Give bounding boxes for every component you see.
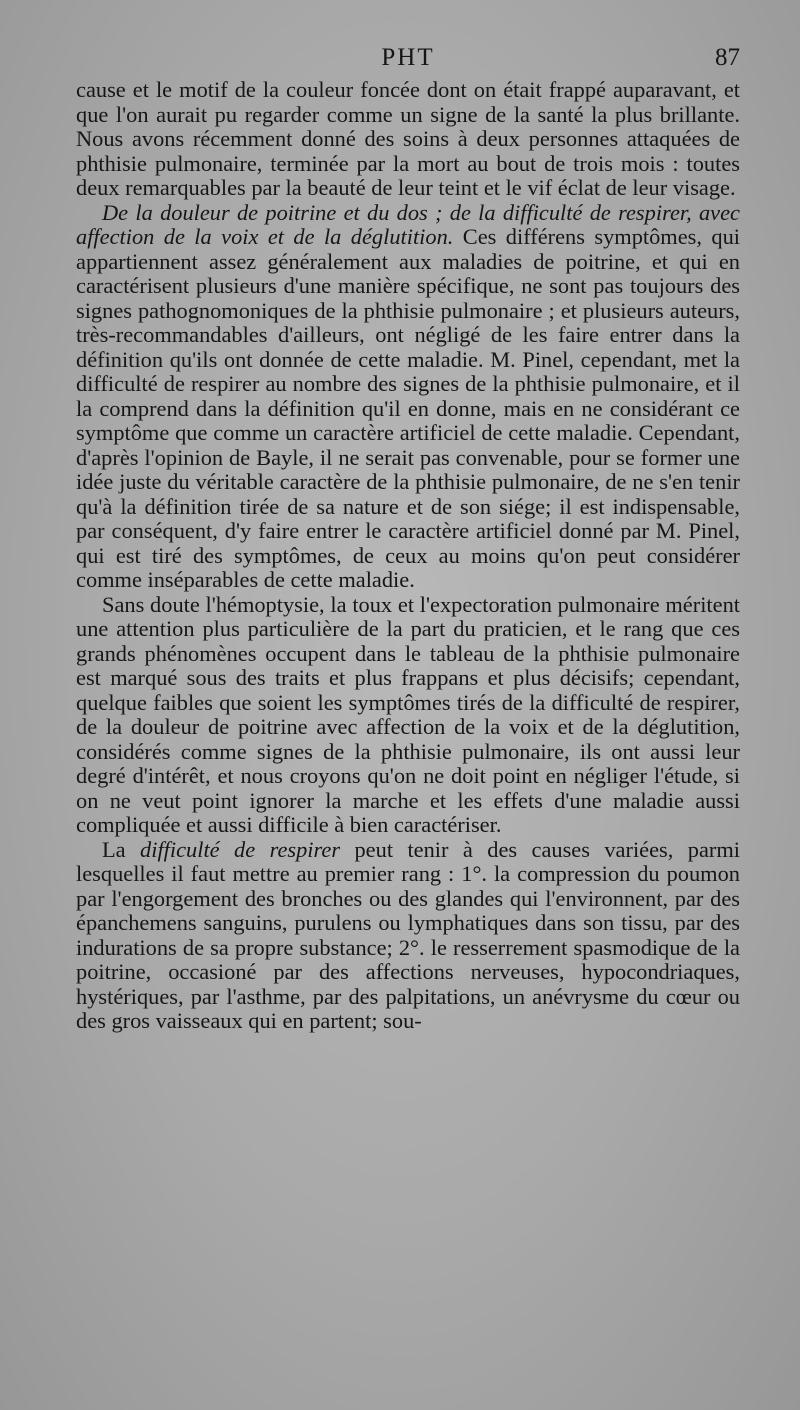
paragraph-3 [76, 593, 740, 838]
running-head: PHT [381, 44, 435, 71]
paragraph-1 [76, 78, 740, 201]
paragraph-1-text: cause et le motif de la couleur foncée dont on était frappé auparavant, et que l'on aurait pu regarder comme un signe de la santé la plus brillante. Nous avons récemment donné des soins à deux personnes attaquées de phthisie pulmonaire, terminée par la mort au bout de trois mois : toutes deux remarquables par la beauté de leur teint et le vif éclat de leur visage. [76, 77, 740, 200]
paragraph-2-heading: De la douleur de poitrine et du dos ; de la difficulté de respirer, avec affection de la voix et de la déglutition. [76, 199, 740, 249]
paragraph-4-text: peut tenir à des causes variées, parmi lesquelles il faut mettre au premier rang : 1°. la compression du poumon par l'engorgement des bronches ou des glandes qui l'environnent, par des épanchemens sanguins, purulens ou lymphatiques dans son tissu, par des indurations de sa propre substance; 2°. le resserrement spasmodique de la poitrine, occasioné par des affections nerveuses, hypocondriaques, hystériques, par l'asthme, par des palpitations, un anévrysme du cœur ou des gros vaisseaux qui en partent; sou- [76, 836, 740, 1033]
page-number: 87 [715, 44, 740, 71]
paragraph-4 [76, 838, 740, 1034]
paragraph-2 [76, 201, 740, 593]
paragraph-3-text: Sans doute l'hémoptysie, la toux et l'expectoration pulmonaire méritent une attention plus particulière de la part du praticien, et le rang que ces grands phénomènes occupent dans le tableau de la phthisie pulmonaire est marqué sous des traits et plus frappans et plus décisifs; cependant, quelque faibles que soient les symptômes tirés de la difficulté de respirer, de la douleur de poitrine avec affection de la voix et de la déglutition, considérés comme signes de la phthisie pulmonaire, ils ont aussi leur degré d'intérêt, et nous croyons qu'on ne doit point en négliger l'étude, si on ne veut point ignorer la marche et les effets d'une maladie aussi compliquée et aussi difficile à bien caractériser. [76, 591, 740, 837]
paragraph-2-text: Ces différens symptômes, qui appartiennent assez généralement aux maladies de poitrine, et qui en caractérisent plusieurs d'une manière spécifique, ne sont pas toujours des signes pathognomoniques de la phthisie pulmonaire ; et plusieurs auteurs, très-recommandables d'ailleurs, ont négligé de les faire entrer dans la définition qu'ils ont donnée de cette maladie. M. Pinel, cependant, met la difficulté de respirer au nombre des signes de la phthisie pulmonaire, et il la comprend dans la définition qu'il en donne, mais en ne considérant ce symptôme que comme un caractère artificiel de cette maladie. Cependant, d'après l'opinion de Bayle, il ne serait pas convenable, pour se former une idée juste du véritable caractère de la phthisie pulmonaire, de ne s'en tenir qu'à la définition tirée de sa nature et de son siége; il est indispensable, par conséquent, d'y faire entrer le caractère artificiel donné par M. Pinel, qui est tiré des symptômes, de ceux au moins qu'on peut considérer comme inséparables de cette maladie. [76, 224, 740, 592]
paragraph-4-lead: La [102, 836, 141, 862]
body-text [76, 78, 740, 1034]
paragraph-4-italic-term: difficulté de respirer [140, 836, 341, 862]
